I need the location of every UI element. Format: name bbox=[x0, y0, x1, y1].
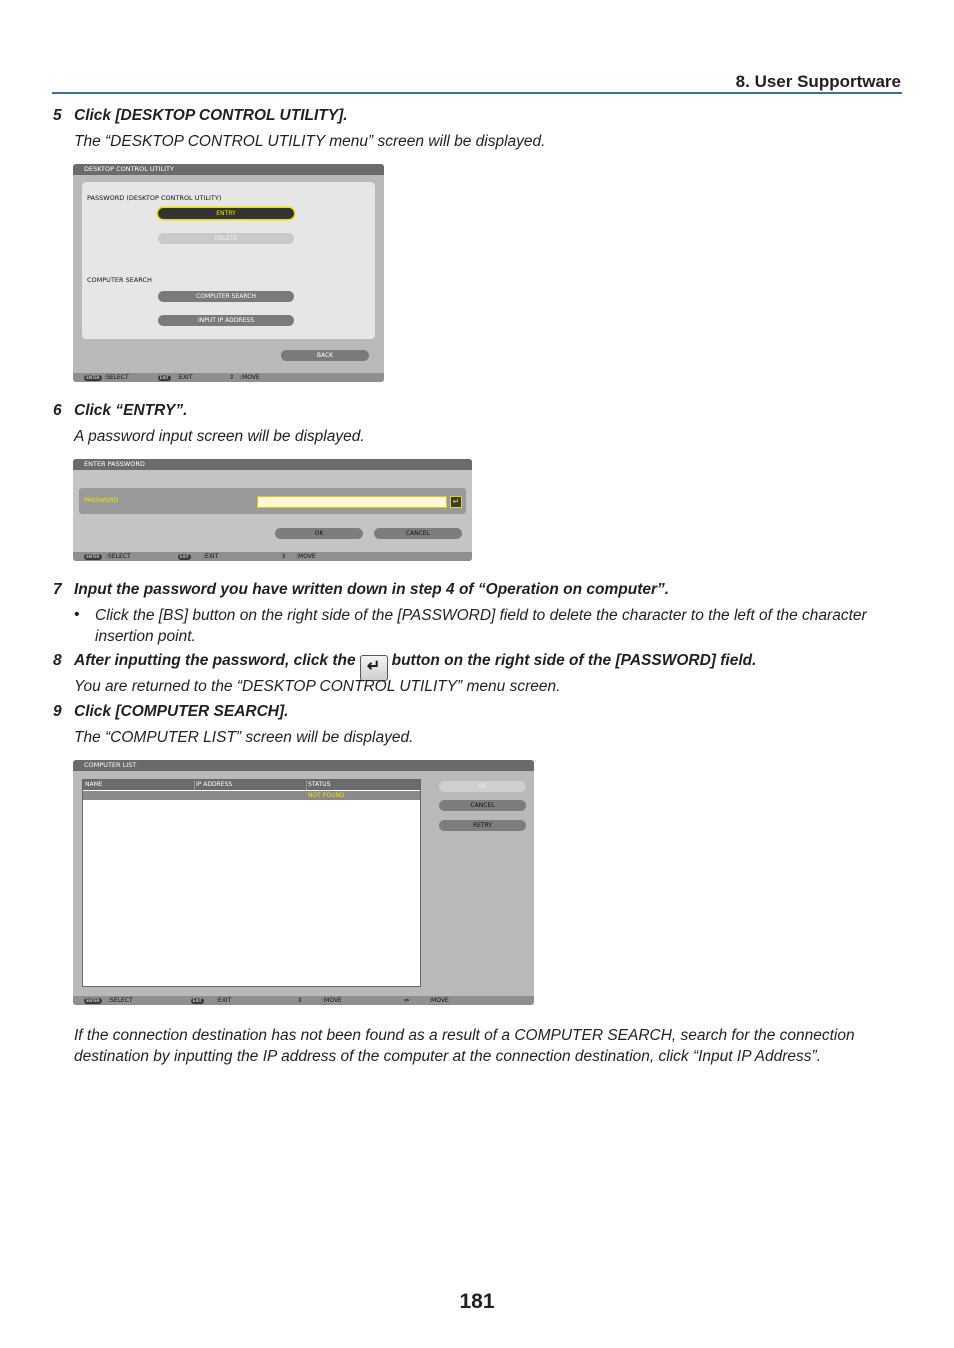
screen-footer bbox=[73, 552, 472, 561]
step-title-part-b: button on the right side of the [PASSWORD] field. bbox=[391, 652, 757, 669]
computer-search-section-label: COMPUTER SEARCH bbox=[87, 276, 152, 284]
leftright-arrow-icon: ⇔ bbox=[404, 997, 410, 1004]
footer-move-2: :MOVE bbox=[429, 997, 449, 1004]
footer-select: :SELECT bbox=[108, 997, 133, 1004]
step-7 bbox=[0, 581, 954, 601]
footer-exit: :EXIT bbox=[203, 553, 219, 560]
step-6-description: A password input screen will be displayed. bbox=[74, 428, 365, 445]
footer-exit: :EXIT bbox=[216, 997, 232, 1004]
password-label: PASSWORD bbox=[84, 497, 119, 504]
screen-footer bbox=[73, 373, 384, 382]
exit-key-icon: EXIT bbox=[191, 998, 204, 1004]
footer-move: :MOVE bbox=[240, 374, 260, 381]
step-title: Click [COMPUTER SEARCH]. bbox=[74, 703, 289, 720]
screen-footer bbox=[73, 996, 534, 1005]
status-not-found: NOT FOUND bbox=[308, 792, 345, 799]
computer-list-table bbox=[82, 779, 421, 987]
footer-move: :MOVE bbox=[296, 553, 316, 560]
enter-key-icon: ENTER bbox=[84, 375, 102, 381]
header-rule bbox=[52, 92, 902, 94]
step-number: 9 bbox=[53, 703, 62, 720]
step-title: Input the password you have written down in step 4 of “Operation on computer”. bbox=[74, 581, 670, 598]
footer-select: :SELECT bbox=[104, 374, 129, 381]
column-status: STATUS bbox=[308, 781, 331, 788]
column-name: NAME bbox=[85, 781, 103, 788]
enter-password-screen bbox=[73, 459, 472, 561]
section-header: 8. User Supportware bbox=[735, 72, 901, 91]
footer-move: :MOVE bbox=[322, 997, 342, 1004]
desktop-control-utility-screen bbox=[73, 164, 384, 382]
menu-panel bbox=[82, 182, 375, 339]
password-row bbox=[79, 488, 466, 514]
step-number: 5 bbox=[53, 107, 62, 124]
computer-list-screen bbox=[73, 760, 534, 1005]
enter-button-icon: ↵ bbox=[360, 655, 388, 681]
step-title: Click “ENTRY”. bbox=[74, 402, 188, 419]
column-ip-address: IP ADDRESS bbox=[196, 781, 233, 788]
exit-key-icon: EXIT bbox=[178, 554, 191, 560]
cancel-button[interactable]: CANCEL bbox=[374, 528, 462, 539]
screen-title: ENTER PASSWORD bbox=[73, 459, 472, 470]
entry-button[interactable]: ENTRY bbox=[158, 208, 294, 219]
table-header bbox=[83, 780, 420, 790]
page-number: 181 bbox=[459, 1290, 495, 1313]
updown-arrow-icon: ⇕ bbox=[297, 997, 303, 1004]
password-section-label: PASSWORD (DESKTOP CONTROL UTILITY) bbox=[87, 194, 222, 202]
computer-search-button[interactable]: COMPUTER SEARCH bbox=[158, 291, 294, 302]
enter-icon[interactable]: ↵ bbox=[450, 496, 462, 508]
step-5-description: The “DESKTOP CONTROL UTILITY menu” screen will be displayed. bbox=[74, 133, 546, 150]
screen-title: DESKTOP CONTROL UTILITY bbox=[73, 164, 384, 175]
input-ip-address-button[interactable]: INPUT IP ADDRESS bbox=[158, 315, 294, 326]
back-button[interactable]: BACK bbox=[281, 350, 369, 361]
footer-exit: :EXIT bbox=[177, 374, 193, 381]
step-6 bbox=[0, 402, 954, 422]
enter-key-icon: ENTER bbox=[84, 998, 102, 1004]
table-row[interactable] bbox=[83, 791, 420, 800]
retry-button[interactable]: RETRY bbox=[439, 820, 526, 831]
footer-select: :SELECT bbox=[106, 553, 131, 560]
step-9-description: The “COMPUTER LIST” screen will be displayed. bbox=[74, 729, 414, 746]
screen-title: COMPUTER LIST bbox=[73, 760, 534, 771]
bullet-mark: • bbox=[74, 606, 80, 623]
password-input[interactable] bbox=[257, 496, 447, 508]
step-title-part-a: After inputting the password, click the bbox=[74, 652, 356, 669]
step-number: 8 bbox=[53, 652, 62, 669]
updown-arrow-icon: ⇕ bbox=[281, 553, 287, 560]
ok-button[interactable]: OK bbox=[439, 781, 526, 792]
step-number: 7 bbox=[53, 581, 62, 598]
enter-key-icon: ENTER bbox=[84, 554, 102, 560]
delete-button[interactable]: DELETE bbox=[158, 233, 294, 244]
closing-note: If the connection destination has not been found as a result of a COMPUTER SEARCH, search for the connection destination by inputting the IP address of the computer at the connection destination, click “Input IP Address”. bbox=[74, 1027, 855, 1065]
step-8-description: You are returned to the “DESKTOP CONTROL UTILITY” menu screen. bbox=[74, 678, 561, 695]
updown-arrow-icon: ⇕ bbox=[229, 374, 235, 381]
step-title: Click [DESKTOP CONTROL UTILITY]. bbox=[74, 107, 348, 124]
step-7-note: Click the [BS] button on the right side of the [PASSWORD] field to delete the character to the left of the character insertion point. bbox=[95, 607, 867, 645]
step-8 bbox=[0, 650, 954, 676]
cancel-button[interactable]: CANCEL bbox=[439, 800, 526, 811]
exit-key-icon: EXIT bbox=[158, 375, 171, 381]
step-9 bbox=[0, 703, 954, 723]
step-number: 6 bbox=[53, 402, 62, 419]
ok-button[interactable]: OK bbox=[275, 528, 363, 539]
step-5 bbox=[0, 107, 954, 127]
